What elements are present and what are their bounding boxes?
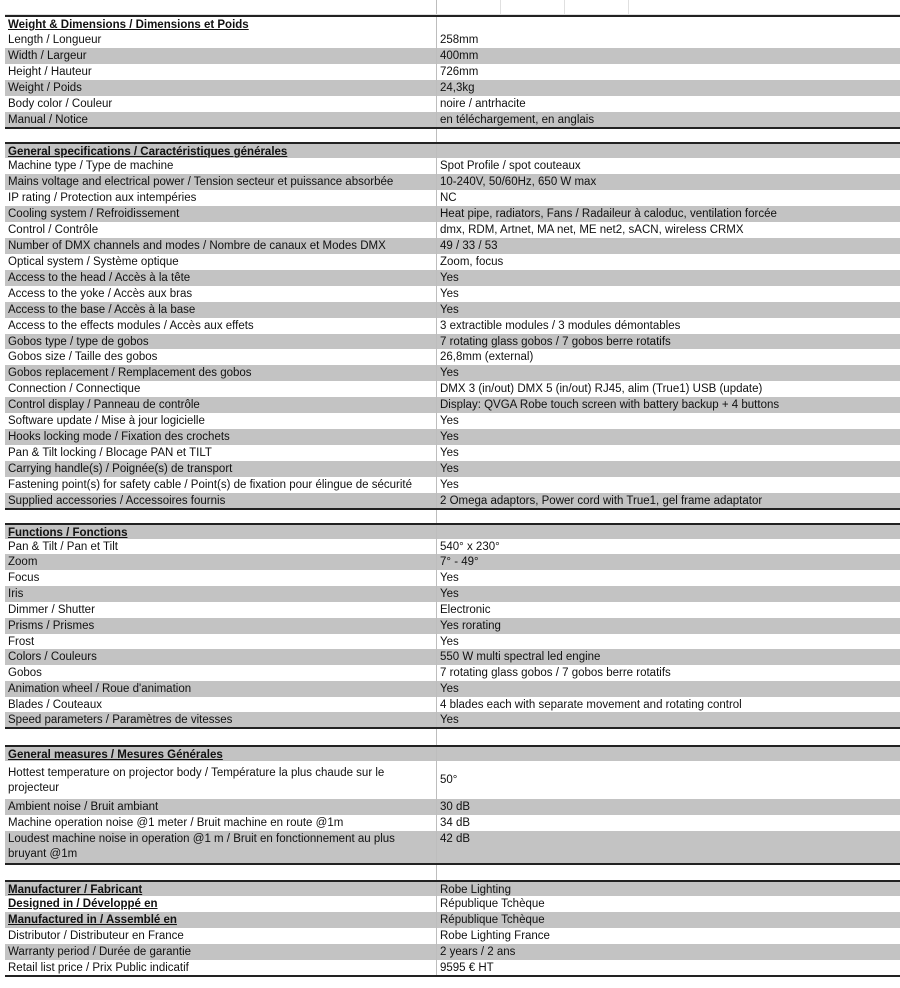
table-row[interactable] <box>5 896 900 912</box>
spec-label[interactable]: Access to the head / Accès à la tête <box>5 270 437 286</box>
spec-label[interactable]: Cooling system / Refroidissement <box>5 206 437 222</box>
table-row[interactable] <box>5 302 900 318</box>
spec-label[interactable]: Animation wheel / Roue d'animation <box>5 681 437 697</box>
spacer-row <box>5 729 900 745</box>
section-title[interactable]: General specifications / Caractéristiques générales <box>5 144 437 158</box>
spec-value[interactable]: Yes <box>440 588 459 600</box>
table-row[interactable] <box>5 618 900 634</box>
empty-cell[interactable] <box>5 0 437 14</box>
spacer-row <box>5 865 900 880</box>
spec-value[interactable]: République Tchèque <box>440 898 545 910</box>
table-row[interactable] <box>5 48 900 64</box>
spec-label[interactable]: Width / Largeur <box>5 48 437 64</box>
spec-value[interactable]: 49 / 33 / 53 <box>440 240 498 252</box>
table-row[interactable] <box>5 174 900 190</box>
spec-label[interactable]: Manual / Notice <box>5 112 437 127</box>
spec-label[interactable]: Supplied accessories / Accessoires fournis <box>5 493 437 508</box>
table-row[interactable] <box>5 712 900 729</box>
spec-value[interactable]: 4 blades each with separate movement and rotating control <box>440 699 742 711</box>
spec-value[interactable]: Display: QVGA Robe touch screen with battery backup + 4 buttons <box>440 399 780 411</box>
spec-value[interactable]: 7 rotating glass gobos / 7 gobos berre rotatifs <box>440 667 671 679</box>
spec-value[interactable]: Yes <box>440 447 459 459</box>
spec-label[interactable]: Iris <box>5 586 437 602</box>
spec-label[interactable]: Manufactured in / Assemblé en <box>5 912 437 928</box>
spec-value[interactable]: DMX 3 (in/out) DMX 5 (in/out) RJ45, alim (True1) USB (update) <box>440 383 763 395</box>
table-row[interactable] <box>5 112 900 129</box>
spec-label[interactable]: Distributor / Distributeur en France <box>5 928 437 944</box>
spec-value[interactable]: 726mm <box>440 66 479 78</box>
spec-label[interactable]: Designed in / Développé en <box>5 896 437 912</box>
spec-value[interactable]: 7 rotating glass gobos / 7 gobos berre rotatifs <box>440 336 671 348</box>
spec-label[interactable]: Blades / Couteaux <box>5 697 437 712</box>
section-title[interactable]: Manufacturer / Fabricant <box>5 882 437 896</box>
spec-value[interactable]: noire / antrhacite <box>440 98 526 110</box>
table-row[interactable] <box>5 960 900 977</box>
table-row[interactable] <box>5 602 900 618</box>
spec-label[interactable]: Prisms / Prismes <box>5 618 437 634</box>
spec-value[interactable]: Yes <box>440 714 459 726</box>
table-row[interactable] <box>5 649 900 665</box>
spec-value[interactable]: Yes <box>440 415 459 427</box>
table-row[interactable] <box>5 318 900 334</box>
spec-label[interactable]: Access to the effects modules / Accès aux effets <box>5 318 437 334</box>
table-row[interactable] <box>5 586 900 602</box>
spec-value[interactable]: 26,8mm (external) <box>440 351 534 363</box>
spec-label[interactable]: Ambient noise / Bruit ambiant <box>5 799 437 815</box>
spec-label[interactable]: Zoom <box>5 554 437 570</box>
spec-label[interactable]: Retail list price / Prix Public indicatif <box>5 960 437 975</box>
section-title[interactable]: Functions / Fonctions <box>5 525 437 539</box>
spec-label[interactable]: Hooks locking mode / Fixation des crochets <box>5 429 437 445</box>
spec-value[interactable]: Yes <box>440 367 459 379</box>
table-row[interactable] <box>5 928 900 944</box>
table-row[interactable] <box>5 697 900 712</box>
spec-value[interactable]: Yes <box>440 636 459 648</box>
spec-value[interactable]: 258mm <box>440 34 479 46</box>
spec-value[interactable]: République Tchèque <box>440 914 545 926</box>
empty-cell[interactable] <box>437 747 900 761</box>
spec-label[interactable]: Fastening point(s) for safety cable / Point(s) de fixation pour élingue de sécurité <box>5 477 437 493</box>
table-row[interactable] <box>5 634 900 649</box>
spec-label[interactable]: Colors / Couleurs <box>5 649 437 665</box>
section-header-functions <box>5 523 900 539</box>
spec-value[interactable]: Zoom, focus <box>440 256 504 268</box>
table-row[interactable] <box>5 761 900 799</box>
spec-value[interactable]: 2 years / 2 ans <box>440 946 516 958</box>
spec-label[interactable]: Weight / Poids <box>5 80 437 96</box>
spec-value[interactable]: NC <box>440 192 457 204</box>
spec-value[interactable]: 7° - 49° <box>440 556 479 568</box>
spec-label[interactable]: Focus <box>5 570 437 586</box>
spec-label[interactable]: Pan & Tilt / Pan et Tilt <box>5 539 437 554</box>
spec-value[interactable]: Heat pipe, radiators, Fans / Radaileur à caloduc, ventilation forcée <box>440 208 777 220</box>
spec-value[interactable]: Yes <box>440 463 459 475</box>
spec-value[interactable]: 10-240V, 50/60Hz, 650 W max <box>440 176 597 188</box>
spec-value[interactable]: Robe Lighting France <box>440 930 550 942</box>
spec-label[interactable]: Warranty period / Durée de garantie <box>5 944 437 960</box>
table-row[interactable] <box>5 799 900 815</box>
table-row[interactable] <box>5 190 900 206</box>
table-row[interactable] <box>5 349 900 365</box>
spec-label[interactable]: Dimmer / Shutter <box>5 602 437 618</box>
spec-label[interactable]: Speed parameters / Paramètres de vitesses <box>5 712 437 727</box>
table-row[interactable] <box>5 286 900 302</box>
empty-cell[interactable] <box>437 0 900 14</box>
table-row[interactable] <box>5 570 900 586</box>
spec-label[interactable]: Mains voltage and electrical power / Tension secteur et puissance absorbée <box>5 174 437 190</box>
table-row[interactable] <box>5 254 900 270</box>
spec-label[interactable]: Length / Longueur <box>5 32 437 48</box>
spec-value[interactable]: Spot Profile / spot couteaux <box>440 160 581 172</box>
table-row[interactable] <box>5 681 900 697</box>
spec-label[interactable]: Pan & Tilt locking / Blocage PAN et TILT <box>5 445 437 461</box>
spec-label[interactable]: Height / Hauteur <box>5 64 437 80</box>
section-title[interactable]: General measures / Mesures Générales <box>5 747 437 761</box>
spec-label[interactable]: Carrying handle(s) / Poignée(s) de transport <box>5 461 437 477</box>
table-row[interactable] <box>5 413 900 429</box>
table-row[interactable] <box>5 912 900 928</box>
spec-value[interactable]: 50° <box>440 774 458 786</box>
manufacturer-value[interactable]: Robe Lighting <box>440 884 511 896</box>
spec-label[interactable]: Number of DMX channels and modes / Nombre de canaux et Modes DMX <box>5 238 437 254</box>
spec-label[interactable]: Gobos size / Taille des gobos <box>5 349 437 365</box>
spec-value[interactable]: 24,3kg <box>440 82 475 94</box>
spec-label[interactable]: Loudest machine noise in operation @1 m / Bruit en fonctionnement au plus bruyant @1m <box>5 831 437 863</box>
table-row[interactable] <box>5 334 900 349</box>
table-row[interactable] <box>5 365 900 381</box>
spec-label[interactable]: Gobos <box>5 665 437 681</box>
section-header-measures <box>5 745 900 761</box>
spec-value[interactable]: dmx, RDM, Artnet, MA net, ME net2, sACN, wireless CRMX <box>440 224 744 236</box>
table-row[interactable] <box>5 815 900 831</box>
spec-value[interactable]: 30 dB <box>440 801 471 813</box>
spec-value[interactable]: Yes <box>440 683 459 695</box>
section-header-manufacturer <box>5 880 900 896</box>
section-header-dimensions <box>5 15 900 32</box>
table-row[interactable] <box>5 158 900 174</box>
spec-label[interactable]: Access to the yoke / Accès aux bras <box>5 286 437 302</box>
spec-value[interactable]: Yes <box>440 431 459 443</box>
table-row[interactable] <box>5 381 900 397</box>
spec-label[interactable]: Software update / Mise à jour logicielle <box>5 413 437 429</box>
spacer-row <box>5 129 900 142</box>
spec-value[interactable]: 3 extractible modules / 3 modules démontables <box>440 320 681 332</box>
spec-label[interactable]: Machine operation noise @1 meter / Bruit machine en route @1m <box>5 815 437 831</box>
table-row[interactable] <box>5 206 900 222</box>
spec-label[interactable]: Connection / Connectique <box>5 381 437 397</box>
spec-label[interactable]: Control display / Panneau de contrôle <box>5 397 437 413</box>
table-row[interactable] <box>5 477 900 493</box>
spec-label[interactable]: Machine type / Type de machine <box>5 158 437 174</box>
section-header-general-specs <box>5 142 900 158</box>
spec-value[interactable]: 2 Omega adaptors, Power cord with True1, gel frame adaptator <box>440 495 763 507</box>
spec-value[interactable]: 550 W multi spectral led engine <box>440 651 601 663</box>
table-row[interactable] <box>5 238 900 254</box>
spec-value[interactable]: Yes <box>440 479 459 491</box>
table-row[interactable] <box>5 270 900 286</box>
spec-label[interactable]: Body color / Couleur <box>5 96 437 112</box>
spec-value[interactable]: 400mm <box>440 50 479 62</box>
table-row[interactable] <box>5 96 900 112</box>
spec-value[interactable]: Electronic <box>440 604 491 616</box>
spec-value[interactable]: en téléchargement, en anglais <box>440 114 595 126</box>
spacer-row <box>5 510 900 523</box>
table-row[interactable] <box>5 397 900 413</box>
table-row[interactable] <box>5 539 900 554</box>
spec-value[interactable]: Yes rorating <box>440 620 501 632</box>
table-row[interactable] <box>5 831 900 865</box>
empty-cell[interactable] <box>437 144 900 158</box>
spec-value[interactable]: 42 dB <box>440 833 471 845</box>
spec-value[interactable]: 34 dB <box>440 817 471 829</box>
spec-label[interactable]: Optical system / Système optique <box>5 254 437 270</box>
table-row[interactable] <box>5 461 900 477</box>
empty-cell[interactable] <box>437 17 900 32</box>
table-row[interactable] <box>5 32 900 48</box>
spec-value[interactable]: Yes <box>440 572 459 584</box>
spec-sheet <box>5 0 900 977</box>
spec-value[interactable]: Yes <box>440 272 459 284</box>
section-title[interactable]: Weight & Dimensions / Dimensions et Poids <box>5 17 437 32</box>
table-row[interactable] <box>5 80 900 96</box>
spec-label[interactable]: Frost <box>5 634 437 649</box>
spec-label[interactable]: Control / Contrôle <box>5 222 437 238</box>
spec-value[interactable]: Yes <box>440 304 459 316</box>
spec-value[interactable]: 9595 € HT <box>440 962 494 974</box>
sheet-top-row <box>5 0 900 15</box>
table-row[interactable] <box>5 429 900 445</box>
table-row[interactable] <box>5 222 900 238</box>
spec-label[interactable]: Gobos type / type de gobos <box>5 334 437 349</box>
spec-label[interactable]: IP rating / Protection aux intempéries <box>5 190 437 206</box>
spec-label[interactable]: Hottest temperature on projector body / Température la plus chaude sur le projecteur <box>5 761 437 799</box>
table-row[interactable] <box>5 944 900 960</box>
table-row[interactable] <box>5 493 900 510</box>
table-row[interactable] <box>5 445 900 461</box>
table-row[interactable] <box>5 665 900 681</box>
spec-label[interactable]: Access to the base / Accès à la base <box>5 302 437 318</box>
spec-value[interactable]: Yes <box>440 288 459 300</box>
table-row[interactable] <box>5 554 900 570</box>
spec-value[interactable]: 540° x 230° <box>440 541 500 553</box>
empty-cell[interactable] <box>437 525 900 539</box>
spec-label[interactable]: Gobos replacement / Remplacement des gobos <box>5 365 437 381</box>
table-row[interactable] <box>5 64 900 80</box>
